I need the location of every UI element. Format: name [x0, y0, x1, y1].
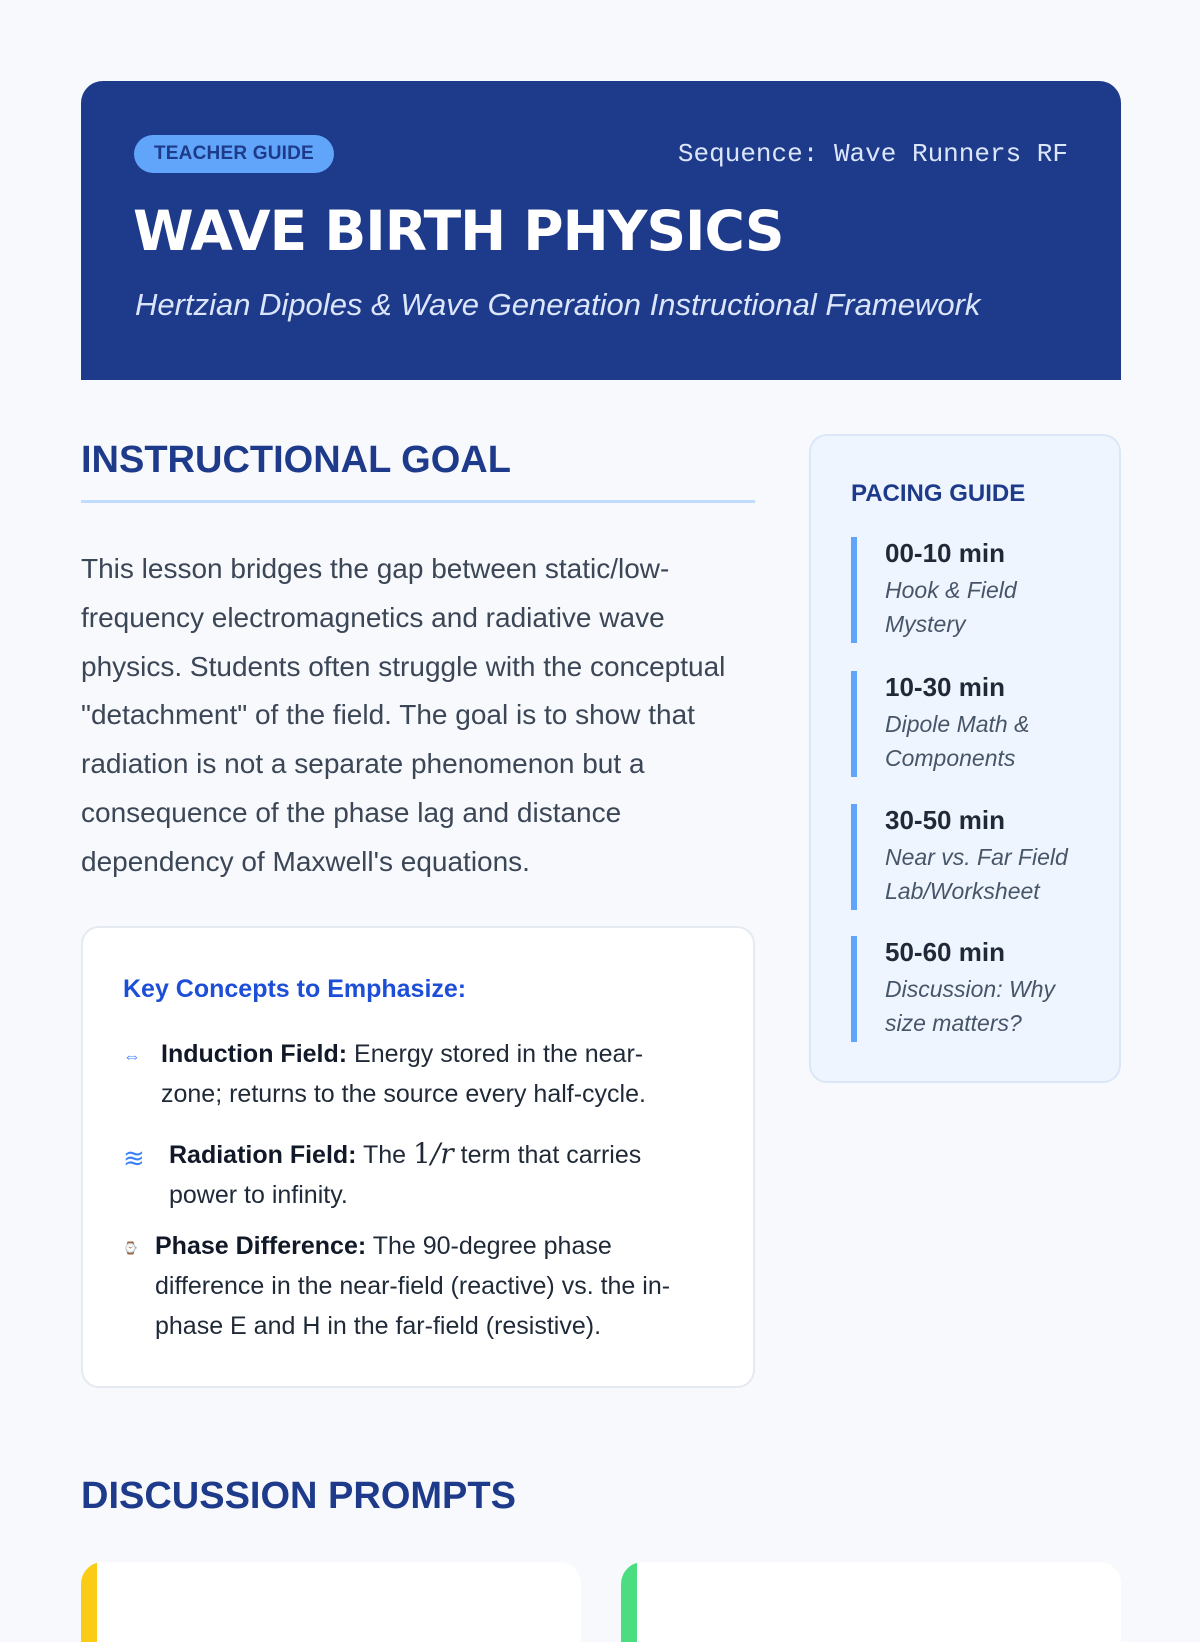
pacing-item	[851, 936, 1091, 1042]
link-icon: ⇔	[123, 1046, 141, 1066]
page-subtitle: Hertzian Dipoles & Wave Generation Instructional Framework	[135, 287, 981, 322]
header-banner	[81, 81, 1121, 380]
math-expression	[413, 1137, 454, 1170]
math-slash: /	[430, 1137, 441, 1170]
phase-icon: ⌚	[123, 1241, 138, 1255]
concept-text: Energy stored in the near-zone; returns to the source every half-cycle.	[161, 1040, 646, 1108]
teacher-guide-badge: TEACHER GUIDE	[134, 135, 334, 173]
pacing-description: Dipole Math & Components	[885, 711, 1030, 771]
pacing-guide-heading: PACING GUIDE	[851, 480, 1026, 507]
pacing-guide-panel	[809, 434, 1121, 1083]
concept-induction-field	[123, 1034, 723, 1114]
instructional-goal-text: This lesson bridges the gap between static/low-frequency electromagnetics and radiative wave physics. Students often struggle with the conceptual "detachment" of the field. The goal is to show that radiation is not a separate phenomenon but a consequence of the phase lag and distance dependency of Maxwell's equations.	[81, 553, 726, 877]
waves-icon: ≋	[123, 1143, 145, 1173]
concept-label: Phase Difference:	[155, 1232, 367, 1260]
key-concepts-heading: Key Concepts to Emphasize:	[123, 975, 467, 1003]
pacing-description: Discussion: Why size matters?	[885, 976, 1055, 1036]
pacing-time: 30-50 min	[885, 805, 1005, 835]
pacing-time: 00-10 min	[885, 538, 1005, 568]
concept-label: Radiation Field:	[169, 1141, 357, 1169]
pacing-item	[851, 671, 1091, 777]
concept-text: The 90-degree phase difference in the near-field (reactive) vs. the in-phase E and H in the far-field (resistive).	[155, 1232, 671, 1340]
pacing-description: Hook & Field Mystery	[885, 577, 1017, 637]
discussion-prompt-card	[81, 1562, 581, 1642]
discussion-prompts-heading: DISCUSSION PROMPTS	[81, 1475, 516, 1517]
math-number: 1	[413, 1137, 431, 1170]
pacing-time: 50-60 min	[885, 937, 1005, 967]
section-divider	[81, 500, 755, 503]
pacing-description: Near vs. Far Field Lab/Worksheet	[885, 844, 1068, 904]
pacing-item	[851, 537, 1091, 643]
concept-phase-difference	[123, 1226, 723, 1346]
page-title: WAVE BIRTH PHYSICS	[133, 199, 784, 263]
concept-text: The	[356, 1141, 414, 1169]
sequence-label: Sequence: Wave Runners RF	[677, 139, 1068, 169]
instructional-goal-heading: INSTRUCTIONAL GOAL	[81, 439, 511, 481]
pacing-time: 10-30 min	[885, 672, 1005, 702]
pacing-item	[851, 804, 1091, 910]
concept-text: term that carries power to infinity.	[169, 1141, 642, 1209]
concept-label: Induction Field:	[161, 1040, 348, 1068]
discussion-prompt-card	[621, 1562, 1121, 1642]
math-variable: r	[440, 1137, 454, 1170]
concept-radiation-field	[123, 1134, 723, 1215]
key-concepts-card	[81, 926, 755, 1388]
